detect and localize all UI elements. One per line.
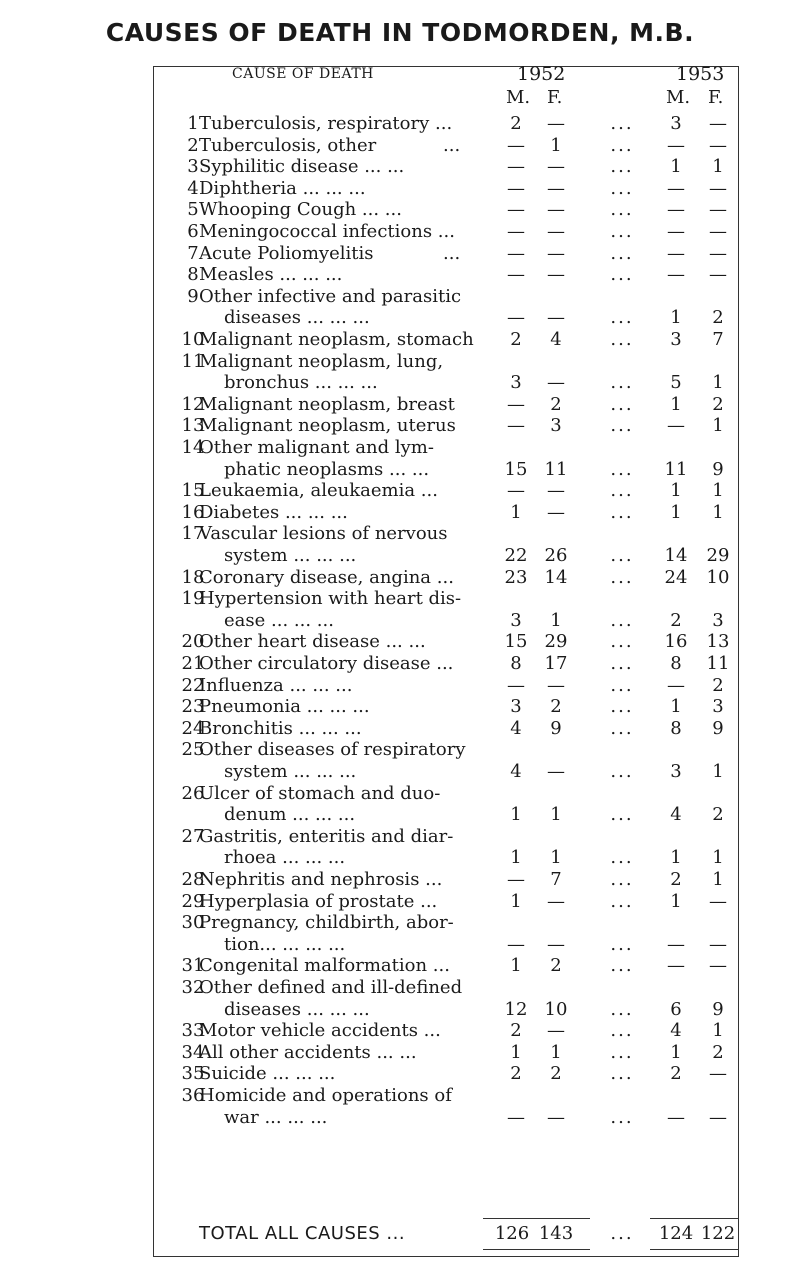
cause-name-continued: ease ... ... ... — [224, 609, 334, 631]
row-leader: ... — [610, 544, 634, 566]
male-1952: 15 — [504, 631, 528, 653]
male-1953: — — [667, 933, 685, 955]
table-row — [0, 285, 800, 329]
male-1952: — — [507, 307, 525, 329]
male-1952: 3 — [510, 372, 522, 394]
female-1953: 9 — [712, 717, 724, 739]
male-1952: — — [507, 177, 525, 199]
cause-name: All other accidents ... ... — [199, 1041, 417, 1063]
male-1953: 4 — [670, 1020, 682, 1042]
row-number: 3 — [187, 156, 199, 178]
total-m-1953: 124 — [658, 1223, 694, 1244]
female-1952: — — [547, 264, 565, 286]
female-1953: 3 — [712, 696, 724, 718]
row-number: 14 — [181, 437, 205, 458]
row-leader: ... — [610, 199, 634, 221]
cause-name: Other infective and parasitic — [199, 285, 462, 307]
row-leader: ... — [610, 415, 634, 437]
row-leader: ... — [610, 329, 634, 350]
cause-name: Other defined and ill-defined — [199, 977, 463, 998]
cause-name: Malignant neoplasm, uterus — [199, 415, 456, 437]
male-1952: — — [507, 199, 525, 221]
female-1953: 13 — [706, 631, 730, 653]
male-1952: 1 — [510, 1041, 522, 1063]
male-1952: 1 — [510, 501, 522, 523]
female-1952: 2 — [550, 696, 562, 718]
female-1953: 9 — [712, 998, 724, 1020]
female-1953: 1 — [712, 1020, 724, 1042]
row-leader: ... — [610, 760, 634, 782]
row-leader: ... — [610, 847, 634, 869]
male-1953: 3 — [670, 760, 682, 782]
female-1952: — — [547, 890, 565, 912]
row-number: 36 — [181, 1085, 205, 1106]
female-1953: 1 — [712, 156, 724, 178]
cause-name: Nephritis and nephrosis ... — [199, 869, 443, 890]
male-1952: 8 — [510, 653, 522, 674]
female-1952: — — [547, 674, 565, 696]
female-1952: 1 — [550, 609, 562, 631]
year-1952-header: 1952 — [517, 63, 566, 85]
male-1953: — — [667, 199, 685, 221]
male-1952: 2 — [510, 1020, 522, 1042]
male-1953: — — [667, 177, 685, 199]
row-leader: ... — [610, 804, 634, 826]
male-1952: 1 — [510, 804, 522, 826]
male-1953: 8 — [670, 653, 682, 674]
female-1952: 29 — [544, 631, 568, 653]
female-1953: 1 — [712, 760, 724, 782]
cause-name-continued: bronchus ... ... ... — [224, 372, 378, 394]
female-1953: 1 — [712, 501, 724, 523]
row-number: 2 — [187, 134, 199, 156]
row-number: 19 — [181, 588, 205, 610]
male-1952: 12 — [504, 998, 528, 1020]
row-leader: ... — [610, 653, 634, 674]
cause-name: Bronchitis ... ... ... — [199, 717, 362, 739]
table-row — [0, 782, 800, 826]
row-leader: ... — [610, 113, 634, 134]
female-1952: 7 — [550, 869, 562, 890]
cause-name-continued: diseases ... ... ... — [224, 998, 370, 1020]
table-row — [0, 977, 800, 1020]
row-leader: ... — [610, 134, 634, 156]
cause-name: Influenza ... ... ... — [199, 674, 353, 696]
cause-name: Pregnancy, childbirth, abor- — [199, 912, 454, 934]
female-1953: 2 — [712, 393, 724, 415]
page-title: CAUSES OF DEATH IN TODMORDEN, M.B. — [105, 18, 695, 47]
row-number: 9 — [187, 285, 199, 307]
row-number: 35 — [181, 1063, 205, 1085]
female-1952: — — [547, 933, 565, 955]
female-1953: — — [709, 1063, 727, 1085]
row-leader: ... — [610, 1063, 634, 1085]
male-1952: 3 — [510, 609, 522, 631]
m-1953-header: M. — [666, 87, 691, 108]
row-number: 10 — [181, 329, 205, 350]
male-1952: 4 — [510, 717, 522, 739]
row-leader: ... — [610, 609, 634, 631]
cause-name: Suicide ... ... ... — [199, 1063, 336, 1085]
male-1953: — — [667, 955, 685, 977]
male-1953: 1 — [670, 1041, 682, 1063]
row-leader: ... — [610, 307, 634, 329]
cause-name: Other circulatory disease ... — [199, 653, 454, 674]
female-1953: 10 — [706, 566, 730, 588]
row-leader: ... — [610, 998, 634, 1020]
f-1952-header: F. — [547, 87, 563, 108]
row-leader: ... — [610, 177, 634, 199]
female-1952: — — [547, 221, 565, 242]
table-row — [0, 437, 800, 480]
total-label: TOTAL ALL CAUSES ... — [199, 1223, 406, 1244]
table-row — [0, 912, 800, 955]
row-number: 34 — [181, 1041, 205, 1063]
row-number: 1 — [187, 113, 199, 134]
male-1953: 24 — [664, 566, 688, 588]
m-1952-header: M. — [506, 87, 531, 108]
male-1952: — — [507, 480, 525, 502]
row-number: 30 — [181, 912, 205, 934]
row-number: 24 — [181, 717, 205, 739]
female-1952: 10 — [544, 998, 568, 1020]
male-1952: — — [507, 134, 525, 156]
male-1953: — — [667, 264, 685, 286]
cause-name: Whooping Cough ... ... — [199, 199, 402, 221]
row-number: 33 — [181, 1020, 205, 1042]
cause-name: Acute Poliomyelitis — [199, 242, 374, 264]
male-1952: — — [507, 933, 525, 955]
row-leader: ... — [610, 717, 634, 739]
cause-name: Homicide and operations of — [199, 1085, 452, 1106]
row-number: 16 — [181, 501, 205, 523]
table-row — [0, 588, 800, 631]
row-number: 17 — [181, 523, 205, 545]
cause-name: Tuberculosis, other — [199, 134, 377, 156]
row-number: 6 — [187, 221, 199, 242]
female-1952: 26 — [544, 544, 568, 566]
male-1953: 3 — [670, 113, 682, 134]
row-number: 27 — [181, 825, 205, 847]
male-1952: 4 — [510, 760, 522, 782]
row-number: 23 — [181, 696, 205, 718]
female-1953: — — [709, 1106, 727, 1128]
row-leader: ... — [610, 480, 634, 502]
row-number: 26 — [181, 782, 205, 804]
male-1953: 3 — [670, 329, 682, 350]
male-1953: 1 — [670, 501, 682, 523]
row-number: 15 — [181, 480, 205, 502]
row-number: 29 — [181, 890, 205, 912]
cause-column-header: CAUSE OF DEATH — [232, 66, 374, 82]
female-1953: 1 — [712, 847, 724, 869]
male-1953: 5 — [670, 372, 682, 394]
male-1952: — — [507, 242, 525, 264]
female-1953: 2 — [712, 307, 724, 329]
total-top-rule-1952 — [483, 1218, 590, 1219]
cause-name-continued: rhoea ... ... ... — [224, 847, 346, 869]
female-1953: — — [709, 264, 727, 286]
female-1953: 1 — [712, 372, 724, 394]
male-1953: 2 — [670, 1063, 682, 1085]
male-1953: — — [667, 242, 685, 264]
cause-name: Diphtheria ... ... ... — [199, 177, 366, 199]
female-1953: 2 — [712, 674, 724, 696]
male-1953: 1 — [670, 393, 682, 415]
female-1952: 2 — [550, 393, 562, 415]
total-bottom-rule-1953 — [650, 1249, 738, 1250]
male-1953: — — [667, 415, 685, 437]
cause-name: Leukaemia, aleukaemia ... — [199, 480, 438, 502]
male-1952: 1 — [510, 890, 522, 912]
row-number: 11 — [181, 350, 205, 372]
female-1953: 7 — [712, 329, 724, 350]
cause-name-continued: phatic neoplasms ... ... — [224, 458, 430, 480]
row-leader: ... — [610, 221, 634, 242]
male-1953: 2 — [670, 609, 682, 631]
female-1952: — — [547, 242, 565, 264]
cause-name-continued: war ... ... ... — [224, 1106, 328, 1128]
row-number: 31 — [181, 955, 205, 977]
male-1952: — — [507, 221, 525, 242]
male-1953: 1 — [670, 847, 682, 869]
row-leader: ... — [610, 372, 634, 394]
female-1953: — — [709, 177, 727, 199]
male-1953: 1 — [670, 156, 682, 178]
male-1952: — — [507, 869, 525, 890]
female-1952: — — [547, 501, 565, 523]
female-1952: — — [547, 372, 565, 394]
leader-dots: ... — [443, 242, 461, 264]
cause-name: Hyperplasia of prostate ... — [199, 890, 438, 912]
table-row — [0, 739, 800, 782]
cause-name: Pneumonia ... ... ... — [199, 696, 370, 718]
cause-name: Ulcer of stomach and duo- — [199, 782, 441, 804]
table-row — [0, 523, 800, 566]
row-leader: ... — [610, 1041, 634, 1063]
row-number: 4 — [187, 177, 199, 199]
row-number: 28 — [181, 869, 205, 890]
cause-name: Other heart disease ... ... — [199, 631, 426, 653]
row-leader: ... — [610, 674, 634, 696]
male-1952: — — [507, 1106, 525, 1128]
male-1952: — — [507, 415, 525, 437]
female-1953: 2 — [712, 804, 724, 826]
male-1953: — — [667, 674, 685, 696]
leader-dots: ... — [443, 134, 461, 156]
female-1952: 4 — [550, 329, 562, 350]
male-1953: 1 — [670, 890, 682, 912]
male-1952: 1 — [510, 955, 522, 977]
cause-name-continued: tion... ... ... ... — [224, 933, 346, 955]
cause-name: Malignant neoplasm, lung, — [199, 350, 444, 372]
row-leader: ... — [610, 393, 634, 415]
female-1953: 11 — [706, 653, 730, 674]
female-1952: — — [547, 113, 565, 134]
male-1953: 11 — [664, 458, 688, 480]
total-bottom-rule-1952 — [483, 1249, 590, 1250]
female-1952: 2 — [550, 955, 562, 977]
male-1952: 1 — [510, 847, 522, 869]
male-1952: 3 — [510, 696, 522, 718]
female-1953: 1 — [712, 480, 724, 502]
total-f-1953: 122 — [700, 1223, 736, 1244]
cause-name-continued: system ... ... ... — [224, 544, 357, 566]
cause-name: Meningococcal infections ... — [199, 221, 455, 242]
female-1953: — — [709, 955, 727, 977]
cause-name: Other diseases of respiratory — [199, 739, 466, 761]
row-number: 5 — [187, 199, 199, 221]
male-1953: 4 — [670, 804, 682, 826]
row-leader: ... — [610, 458, 634, 480]
female-1952: 14 — [544, 566, 568, 588]
f-1953-header: F. — [708, 87, 724, 108]
cause-name: Tuberculosis, respiratory ... — [199, 113, 453, 134]
male-1952: 23 — [504, 566, 528, 588]
female-1952: — — [547, 1106, 565, 1128]
row-number: 25 — [181, 739, 205, 761]
cause-name: Congenital malformation ... — [199, 955, 450, 977]
table-row — [0, 825, 800, 869]
male-1953: 1 — [670, 480, 682, 502]
row-number: 18 — [181, 566, 205, 588]
year-1953-header: 1953 — [676, 63, 725, 85]
row-leader: ... — [610, 869, 634, 890]
male-1953: 16 — [664, 631, 688, 653]
female-1952: 1 — [550, 847, 562, 869]
male-1952: 22 — [504, 544, 528, 566]
row-leader: ... — [610, 955, 634, 977]
male-1953: 8 — [670, 717, 682, 739]
female-1953: 2 — [712, 1041, 724, 1063]
total-leader: ... — [610, 1223, 634, 1244]
female-1953: 3 — [712, 609, 724, 631]
female-1952: 1 — [550, 134, 562, 156]
male-1952: 2 — [510, 1063, 522, 1085]
female-1952: — — [547, 760, 565, 782]
male-1952: — — [507, 674, 525, 696]
cause-name: Other malignant and lym- — [199, 437, 434, 458]
cause-name: Diabetes ... ... ... — [199, 501, 348, 523]
female-1953: 9 — [712, 458, 724, 480]
row-leader: ... — [610, 933, 634, 955]
female-1953: 1 — [712, 415, 724, 437]
male-1952: — — [507, 393, 525, 415]
row-leader: ... — [610, 501, 634, 523]
cause-name: Motor vehicle accidents ... — [199, 1020, 441, 1042]
cause-name-continued: denum ... ... ... — [224, 804, 356, 826]
female-1952: 17 — [544, 653, 568, 674]
cause-name-continued: diseases ... ... ... — [224, 307, 370, 329]
row-number: 12 — [181, 393, 205, 415]
cause-name: Syphilitic disease ... ... — [199, 156, 405, 178]
row-number: 13 — [181, 415, 205, 437]
row-number: 22 — [181, 674, 205, 696]
female-1953: — — [709, 199, 727, 221]
female-1953: — — [709, 134, 727, 156]
male-1952: — — [507, 264, 525, 286]
female-1952: — — [547, 307, 565, 329]
female-1953: — — [709, 242, 727, 264]
female-1952: — — [547, 156, 565, 178]
cause-name: Gastritis, enteritis and diar- — [199, 825, 454, 847]
male-1953: 6 — [670, 998, 682, 1020]
male-1952: 2 — [510, 113, 522, 134]
male-1953: — — [667, 221, 685, 242]
male-1953: 1 — [670, 307, 682, 329]
female-1952: 1 — [550, 1041, 562, 1063]
male-1953: — — [667, 1106, 685, 1128]
total-m-1952: 126 — [494, 1223, 530, 1244]
cause-name: Vascular lesions of nervous — [199, 523, 448, 545]
row-leader: ... — [610, 631, 634, 653]
cause-name: Measles ... ... ... — [199, 264, 343, 286]
female-1952: — — [547, 1020, 565, 1042]
female-1952: 1 — [550, 804, 562, 826]
female-1952: 9 — [550, 717, 562, 739]
female-1952: 11 — [544, 458, 568, 480]
female-1952: 2 — [550, 1063, 562, 1085]
row-leader: ... — [610, 1020, 634, 1042]
female-1953: 29 — [706, 544, 730, 566]
male-1952: 15 — [504, 458, 528, 480]
total-f-1952: 143 — [538, 1223, 574, 1244]
cause-name-continued: system ... ... ... — [224, 760, 357, 782]
female-1953: — — [709, 933, 727, 955]
row-leader: ... — [610, 1106, 634, 1128]
female-1952: — — [547, 199, 565, 221]
row-leader: ... — [610, 566, 634, 588]
row-number: 8 — [187, 264, 199, 286]
male-1953: 1 — [670, 696, 682, 718]
cause-name: Malignant neoplasm, breast — [199, 393, 455, 415]
male-1953: — — [667, 134, 685, 156]
cause-name: Malignant neoplasm, stomach — [199, 329, 474, 350]
row-leader: ... — [610, 242, 634, 264]
female-1953: 1 — [712, 869, 724, 890]
row-leader: ... — [610, 264, 634, 286]
female-1952: — — [547, 177, 565, 199]
row-number: 32 — [181, 977, 205, 998]
total-top-rule-1953 — [650, 1218, 738, 1219]
female-1953: — — [709, 221, 727, 242]
female-1953: — — [709, 890, 727, 912]
female-1952: 3 — [550, 415, 562, 437]
table-row — [0, 1085, 800, 1128]
row-number: 7 — [187, 242, 199, 264]
row-leader: ... — [610, 696, 634, 718]
male-1952: 2 — [510, 329, 522, 350]
cause-name: Coronary disease, angina ... — [199, 566, 454, 588]
total-row — [0, 1223, 800, 1249]
row-number: 21 — [181, 653, 205, 674]
row-leader: ... — [610, 156, 634, 178]
male-1952: — — [507, 156, 525, 178]
table-row — [0, 350, 800, 394]
male-1953: 14 — [664, 544, 688, 566]
male-1953: 2 — [670, 869, 682, 890]
cause-name: Hypertension with heart dis- — [199, 588, 462, 610]
row-number: 20 — [181, 631, 205, 653]
row-leader: ... — [610, 890, 634, 912]
female-1952: — — [547, 480, 565, 502]
female-1953: — — [709, 113, 727, 134]
